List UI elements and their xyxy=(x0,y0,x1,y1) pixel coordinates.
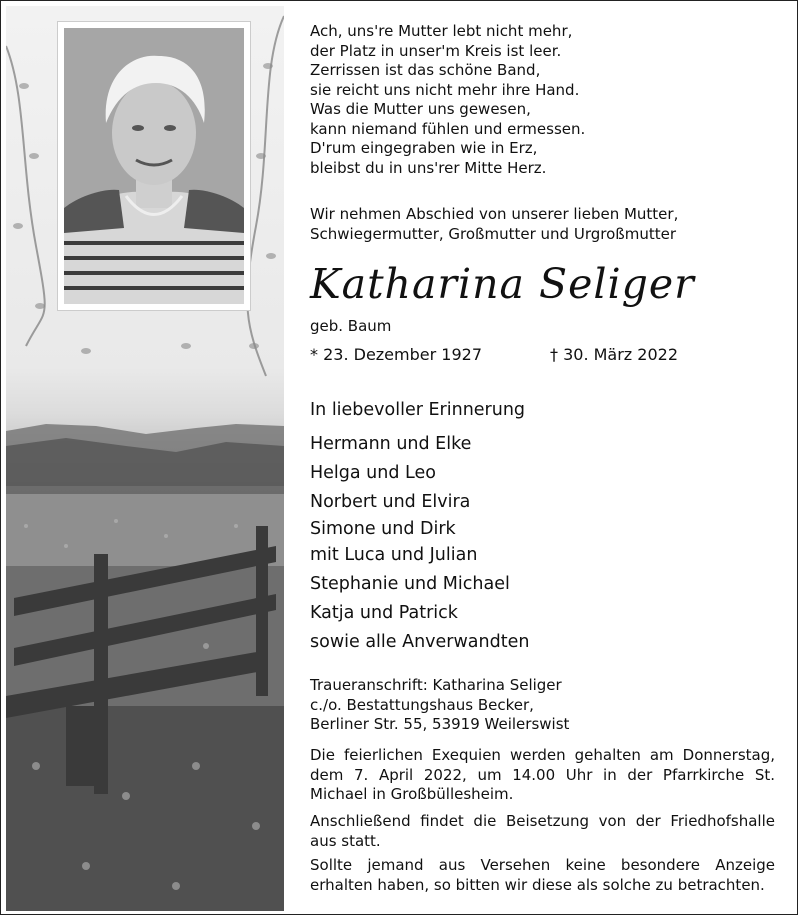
mourners-list xyxy=(310,430,529,657)
portrait-photo xyxy=(64,28,244,304)
mourner-line: mit Luca und Julian xyxy=(310,545,478,565)
address-line: c./o. Bestattungshaus Becker, xyxy=(310,695,534,714)
mourner-line: Simone und Dirk xyxy=(310,519,456,539)
mourner-line: Hermann und Elke xyxy=(310,434,472,454)
burial-paragraph: Anschließend findet die Beisetzung von der Friedhofshalle aus statt. xyxy=(310,812,775,850)
address-line: Berliner Str. 55, 53919 Weilerswist xyxy=(310,715,570,733)
mourner-line: sowie alle Anverwandten xyxy=(310,632,530,652)
poem-line: der Platz in unser'm Kreis ist leer. xyxy=(310,41,562,60)
landscape-image xyxy=(6,6,284,911)
deceased-name: Katharina Seliger xyxy=(310,260,695,308)
mourning-address xyxy=(310,676,569,735)
poem-line: D'rum eingegraben wie in Erz, xyxy=(310,139,538,157)
memory-heading: In liebevoller Erinnerung xyxy=(310,400,526,420)
address-line: Traueranschrift: Katharina Seliger xyxy=(310,676,562,694)
farewell-text xyxy=(310,205,678,244)
service-paragraph: Die feierlichen Exequien werden gehalten am Donnerstag, dem 7. April 2022, um 14.00 Uhr in der Pfarrkirche St. Michael in Großbüllesheim. xyxy=(310,746,775,803)
death-date: † 30. März 2022 xyxy=(550,345,679,364)
farewell-line: Wir nehmen Abschied von unserer lieben Mutter, xyxy=(310,205,679,223)
poem xyxy=(310,22,585,178)
poem-line: bleibst du in uns'rer Mitte Herz. xyxy=(310,158,547,177)
poem-line: kann niemand fühlen und ermessen. xyxy=(310,119,586,138)
mourner-line: Katja und Patrick xyxy=(310,603,458,623)
portrait-illustration xyxy=(64,28,244,304)
maiden-name: geb. Baum xyxy=(310,317,392,335)
portrait-frame xyxy=(58,22,250,310)
poem-line: Zerrissen ist das schöne Band, xyxy=(310,61,541,79)
poem-line: Ach, uns're Mutter lebt nicht mehr, xyxy=(310,22,573,40)
birth-date: * 23. Dezember 1927 xyxy=(310,345,482,364)
poem-line: Was die Mutter uns gewesen, xyxy=(310,100,531,118)
notice-paragraph: Sollte jemand aus Versehen keine besondere Anzeige erhalten haben, so bitten wir diese als solche zu betrachten. xyxy=(310,856,775,894)
farewell-line: Schwiegermutter, Großmutter und Urgroßmutter xyxy=(310,224,676,243)
mourner-line: Norbert und Elvira xyxy=(310,492,471,512)
mourner-line: Stephanie und Michael xyxy=(310,574,510,594)
poem-line: sie reicht uns nicht mehr ihre Hand. xyxy=(310,80,580,99)
mourner-line: Helga und Leo xyxy=(310,463,436,483)
